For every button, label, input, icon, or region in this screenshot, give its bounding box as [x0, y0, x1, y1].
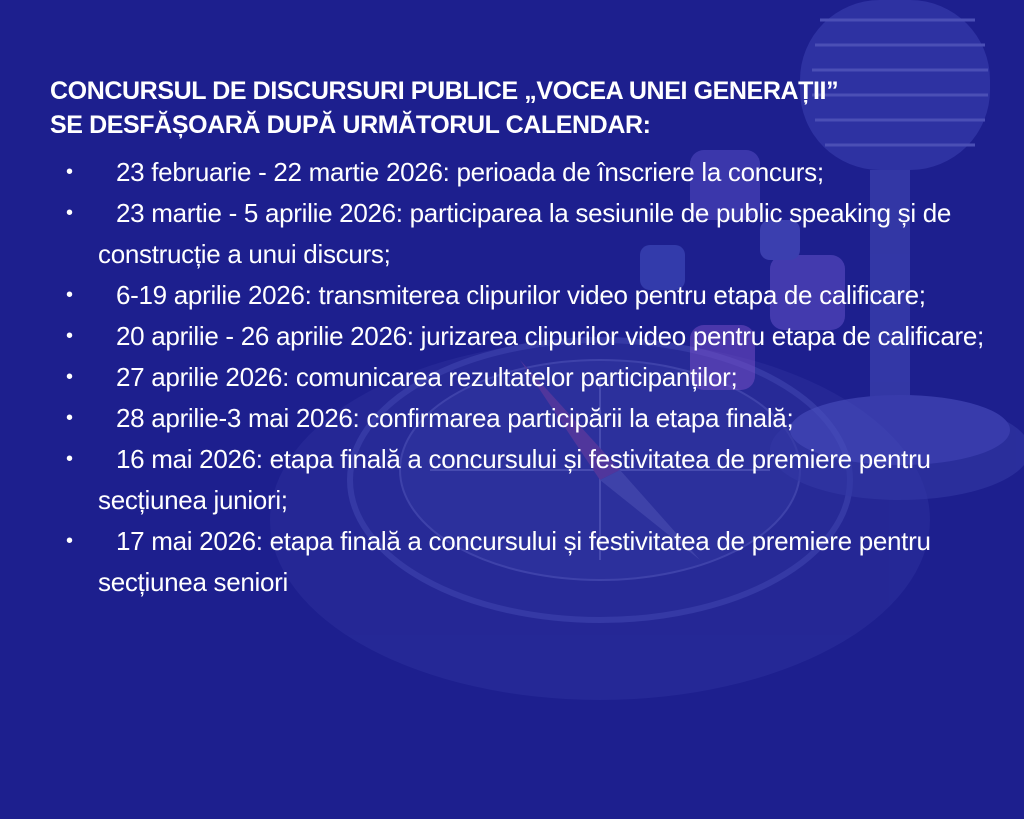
list-item — [50, 521, 990, 603]
bullet: • — [66, 284, 73, 306]
schedule-list — [50, 152, 990, 603]
list-item — [50, 152, 990, 193]
bullet: • — [66, 202, 73, 224]
list-item-text: 27 aprilie 2026: comunicarea rezultatelor participanților; — [116, 362, 738, 392]
bullet: • — [66, 325, 73, 347]
list-item — [50, 193, 990, 275]
schedule-panel — [50, 74, 990, 603]
bullet: • — [66, 448, 73, 470]
list-item — [50, 275, 990, 316]
list-item-text: 23 februarie - 22 martie 2026: perioada de înscriere la concurs; — [116, 157, 824, 187]
page-title — [50, 74, 990, 142]
title-line-1: CONCURSUL DE DISCURSURI PUBLICE „VOCEA UNEI GENERAȚII” — [50, 77, 839, 105]
list-item — [50, 398, 990, 439]
list-item-text: 6-19 aprilie 2026: transmiterea clipurilor video pentru etapa de calificare; — [116, 280, 926, 310]
list-item-text: 17 mai 2026: etapa finală a concursului și festivitatea de premiere pentru secțiunea seniori — [98, 526, 931, 597]
list-item-text: 20 aprilie - 26 aprilie 2026: jurizarea clipurilor video pentru etapa de calificare; — [116, 321, 984, 351]
bullet: • — [66, 366, 73, 388]
list-item — [50, 316, 990, 357]
bullet: • — [66, 407, 73, 429]
list-item-text: 28 aprilie-3 mai 2026: confirmarea participării la etapa finală; — [116, 403, 794, 433]
list-item-text: 16 mai 2026: etapa finală a concursului și festivitatea de premiere pentru secțiunea juniori; — [98, 444, 931, 515]
list-item-text: 23 martie - 5 aprilie 2026: participarea la sesiunile de public speaking și de construcție a unui discurs; — [98, 198, 952, 269]
bullet: • — [66, 161, 73, 183]
list-item — [50, 357, 990, 398]
list-item — [50, 439, 990, 521]
title-line-2: SE DESFĂȘOARĂ DUPĂ URMĂTORUL CALENDAR: — [50, 111, 651, 139]
bullet: • — [66, 530, 73, 552]
